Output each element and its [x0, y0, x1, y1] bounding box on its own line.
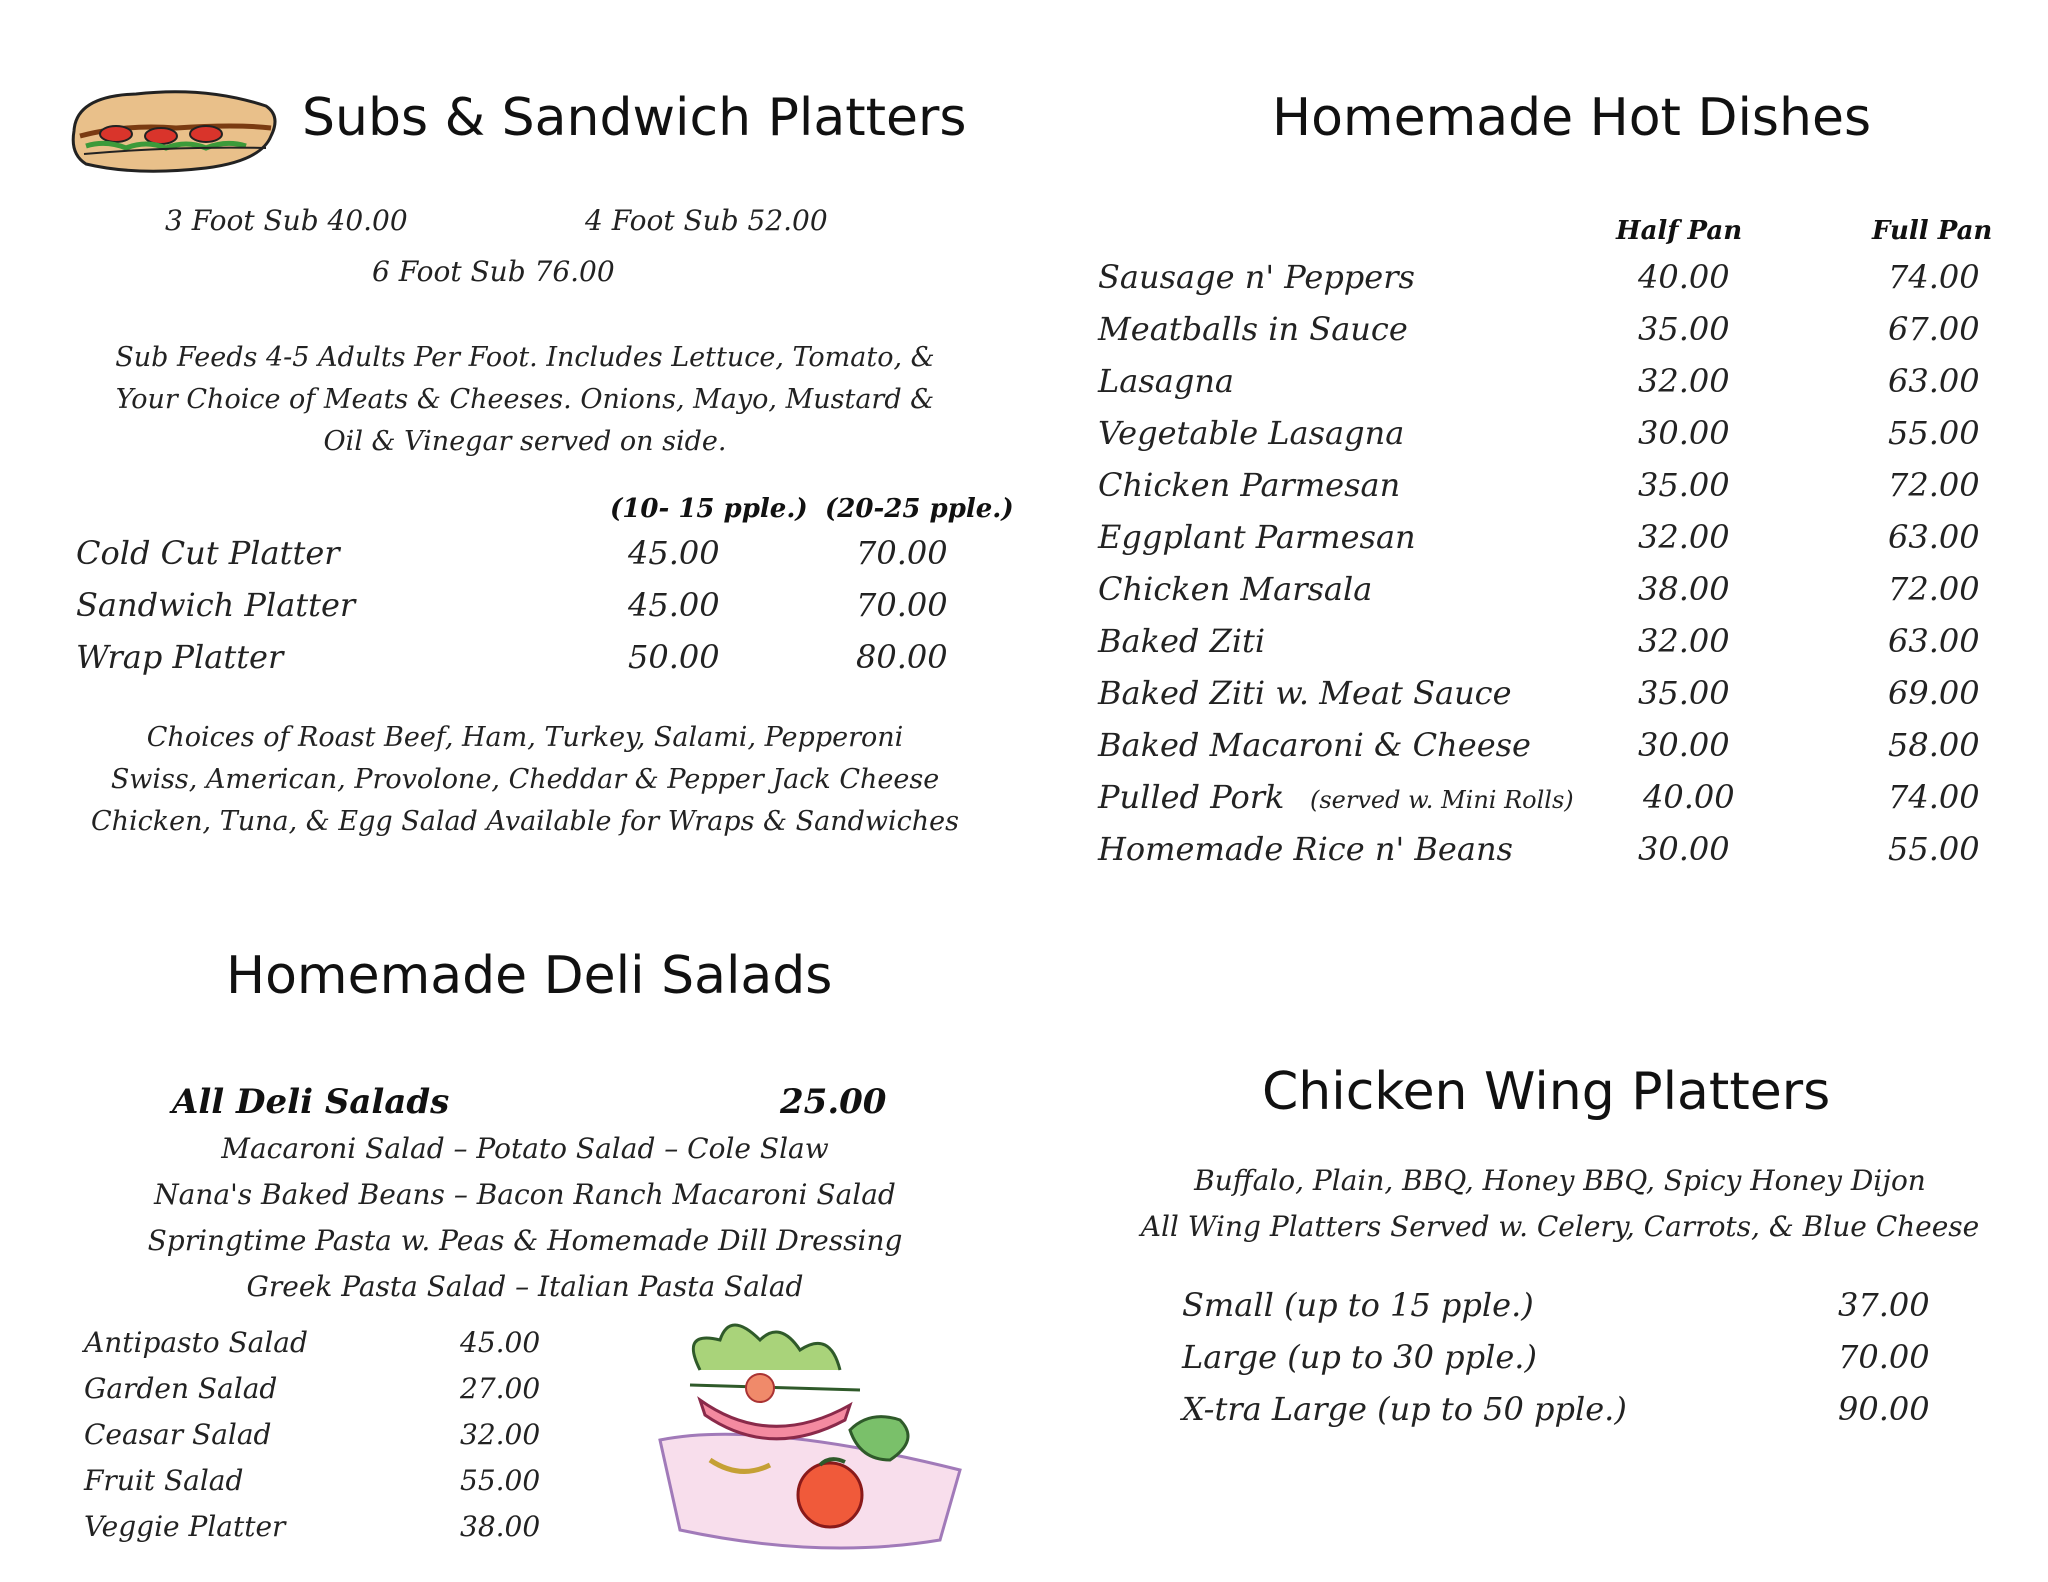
hot-title: Homemade Hot Dishes: [1272, 88, 1872, 148]
dish-price-full: 63.00: [1888, 362, 1980, 400]
salad-name: Garden Salad: [84, 1372, 278, 1405]
dish-price-half: 40.00: [1643, 778, 1735, 816]
list-item: [84, 1372, 584, 1416]
dish-price-full: 55.00: [1888, 414, 1980, 452]
wing-size-price: 90.00: [1838, 1390, 1930, 1428]
wings-flavors-line-2: All Wing Platters Served w. Celery, Carrots, & Blue Cheese: [1140, 1210, 1980, 1243]
dish-name: Pulled Pork: [1098, 778, 1285, 816]
dish-name: Lasagna: [1098, 362, 1234, 400]
list-item: [1182, 1286, 1962, 1330]
wings-title: Chicken Wing Platters: [1262, 1062, 1831, 1122]
platter-price-small: 45.00: [628, 534, 720, 572]
deli-salad-list: [84, 1326, 584, 1566]
deli-all-price: 25.00: [780, 1082, 887, 1122]
wings-flavors-line-1: Buffalo, Plain, BBQ, Honey BBQ, Spicy Honey Dijon: [1194, 1164, 1926, 1197]
dish-price-half: 38.00: [1638, 570, 1730, 608]
list-item: [84, 1510, 584, 1554]
list-item: [1098, 830, 2018, 874]
list-item: [1098, 778, 2018, 822]
salad-price: 32.00: [460, 1418, 541, 1451]
deli-list-line-4: Greek Pasta Salad – Italian Pasta Salad: [246, 1270, 804, 1303]
platter-price-large: 80.00: [856, 638, 948, 676]
list-item: [76, 586, 996, 630]
deli-list-line-3: Springtime Pasta w. Peas & Homemade Dill Dressing: [147, 1224, 903, 1257]
hot-col-header-half: Half Pan: [1616, 216, 1743, 246]
list-item: [1098, 466, 2018, 510]
dish-name: Vegetable Lasagna: [1098, 414, 1405, 452]
wing-size-name: Small (up to 15 pple.): [1182, 1286, 1534, 1324]
subs-col-header-large: (20-25 pple.): [825, 494, 1014, 524]
dish-price-half: 35.00: [1638, 674, 1730, 712]
list-item: [84, 1464, 584, 1508]
list-item: [1098, 362, 2018, 406]
sub-size-6ft: 6 Foot Sub 76.00: [372, 255, 615, 288]
dish-name: Chicken Marsala: [1098, 570, 1373, 608]
sub-size-4ft: 4 Foot Sub 52.00: [585, 204, 828, 237]
platter-price-large: 70.00: [856, 586, 948, 624]
dish-price-half: 35.00: [1638, 310, 1730, 348]
deli-list-line-1: Macaroni Salad – Potato Salad – Cole Slaw: [221, 1132, 829, 1165]
dish-name: Chicken Parmesan: [1098, 466, 1401, 504]
dish-price-full: 55.00: [1888, 830, 1980, 868]
dish-price-full: 67.00: [1888, 310, 1980, 348]
dish-price-full: 74.00: [1888, 258, 1980, 296]
wing-size-price: 70.00: [1838, 1338, 1930, 1376]
wings-size-list: [1182, 1286, 1962, 1446]
deli-all-label: All Deli Salads: [172, 1082, 450, 1122]
list-item: [1098, 258, 2018, 302]
dish-price-half: 30.00: [1638, 414, 1730, 452]
dish-price-full: 63.00: [1888, 622, 1980, 660]
deli-list-line-2: Nana's Baked Beans – Bacon Ranch Macaroni Salad: [154, 1178, 896, 1211]
wing-size-name: Large (up to 30 pple.): [1182, 1338, 1537, 1376]
list-item: [1098, 570, 2018, 614]
platter-name: Sandwich Platter: [76, 586, 356, 624]
subs-description-line-1: Sub Feeds 4-5 Adults Per Foot. Includes Lettuce, Tomato, &: [115, 342, 935, 373]
dish-price-full: 69.00: [1888, 674, 1980, 712]
subs-choices-line-2: Swiss, American, Provolone, Cheddar & Pepper Jack Cheese: [110, 764, 940, 795]
dish-price-full: 58.00: [1888, 726, 1980, 764]
salad-name: Antipasto Salad: [84, 1326, 308, 1359]
list-item: [1098, 674, 2018, 718]
dish-price-half: 32.00: [1638, 362, 1730, 400]
dish-price-half: 30.00: [1638, 726, 1730, 764]
subs-title: Subs & Sandwich Platters: [302, 88, 967, 148]
dish-price-half: 40.00: [1638, 258, 1730, 296]
dish-price-half: 30.00: [1638, 830, 1730, 868]
dish-note: (served w. Mini Rolls): [1310, 786, 1574, 814]
subs-description-line-2: Your Choice of Meats & Cheeses. Onions, Mayo, Mustard &: [115, 384, 935, 415]
wing-size-name: X-tra Large (up to 50 pple.): [1182, 1390, 1627, 1428]
platter-price-small: 50.00: [628, 638, 720, 676]
list-item: [1098, 726, 2018, 770]
dish-name: Baked Macaroni & Cheese: [1098, 726, 1531, 764]
subs-col-header-small: (10- 15 pple.): [610, 494, 808, 524]
dish-name: Baked Ziti w. Meat Sauce: [1098, 674, 1512, 712]
dish-price-half: 32.00: [1638, 622, 1730, 660]
dish-price-full: 72.00: [1888, 570, 1980, 608]
list-item: [76, 638, 996, 682]
dish-name: Baked Ziti: [1098, 622, 1266, 660]
dish-name: Meatballs in Sauce: [1098, 310, 1408, 348]
sub-size-3ft: 3 Foot Sub 40.00: [165, 204, 408, 237]
salad-price: 55.00: [460, 1464, 541, 1497]
platter-name: Wrap Platter: [76, 638, 284, 676]
list-item: [1098, 622, 2018, 666]
dish-name: Homemade Rice n' Beans: [1098, 830, 1513, 868]
list-item: [1098, 310, 2018, 354]
list-item: [84, 1418, 584, 1462]
list-item: [76, 534, 996, 578]
dish-price-full: 63.00: [1888, 518, 1980, 556]
wing-size-price: 37.00: [1838, 1286, 1930, 1324]
salad-price: 38.00: [460, 1510, 541, 1543]
platter-price-small: 45.00: [628, 586, 720, 624]
list-item: [1098, 518, 2018, 562]
salad-name: Ceasar Salad: [84, 1418, 272, 1451]
list-item: [1182, 1338, 1962, 1382]
platter-name: Cold Cut Platter: [76, 534, 340, 572]
subs-choices-line-1: Choices of Roast Beef, Ham, Turkey, Salami, Pepperoni: [146, 722, 904, 753]
hot-dish-list: [1098, 258, 2018, 898]
dish-price-half: 35.00: [1638, 466, 1730, 504]
deli-title: Homemade Deli Salads: [226, 946, 833, 1006]
sub-sandwich-icon: [66, 76, 286, 186]
dish-name: Eggplant Parmesan: [1098, 518, 1416, 556]
salad-bowl-icon: [640, 1310, 980, 1560]
salad-name: Veggie Platter: [84, 1510, 286, 1543]
dish-price-half: 32.00: [1638, 518, 1730, 556]
dish-price-full: 72.00: [1888, 466, 1980, 504]
dish-price-full: 74.00: [1888, 778, 1980, 816]
salad-price: 27.00: [460, 1372, 541, 1405]
list-item: [1098, 414, 2018, 458]
platter-price-large: 70.00: [856, 534, 948, 572]
list-item: [1182, 1390, 1962, 1434]
salad-price: 45.00: [460, 1326, 541, 1359]
dish-name: Sausage n' Peppers: [1098, 258, 1415, 296]
subs-choices-line-3: Chicken, Tuna, & Egg Salad Available for Wraps & Sandwiches: [91, 806, 959, 837]
salad-name: Fruit Salad: [84, 1464, 244, 1497]
hot-col-header-full: Full Pan: [1872, 216, 1993, 246]
subs-description-line-3: Oil & Vinegar served on side.: [323, 426, 727, 457]
list-item: [84, 1326, 584, 1370]
